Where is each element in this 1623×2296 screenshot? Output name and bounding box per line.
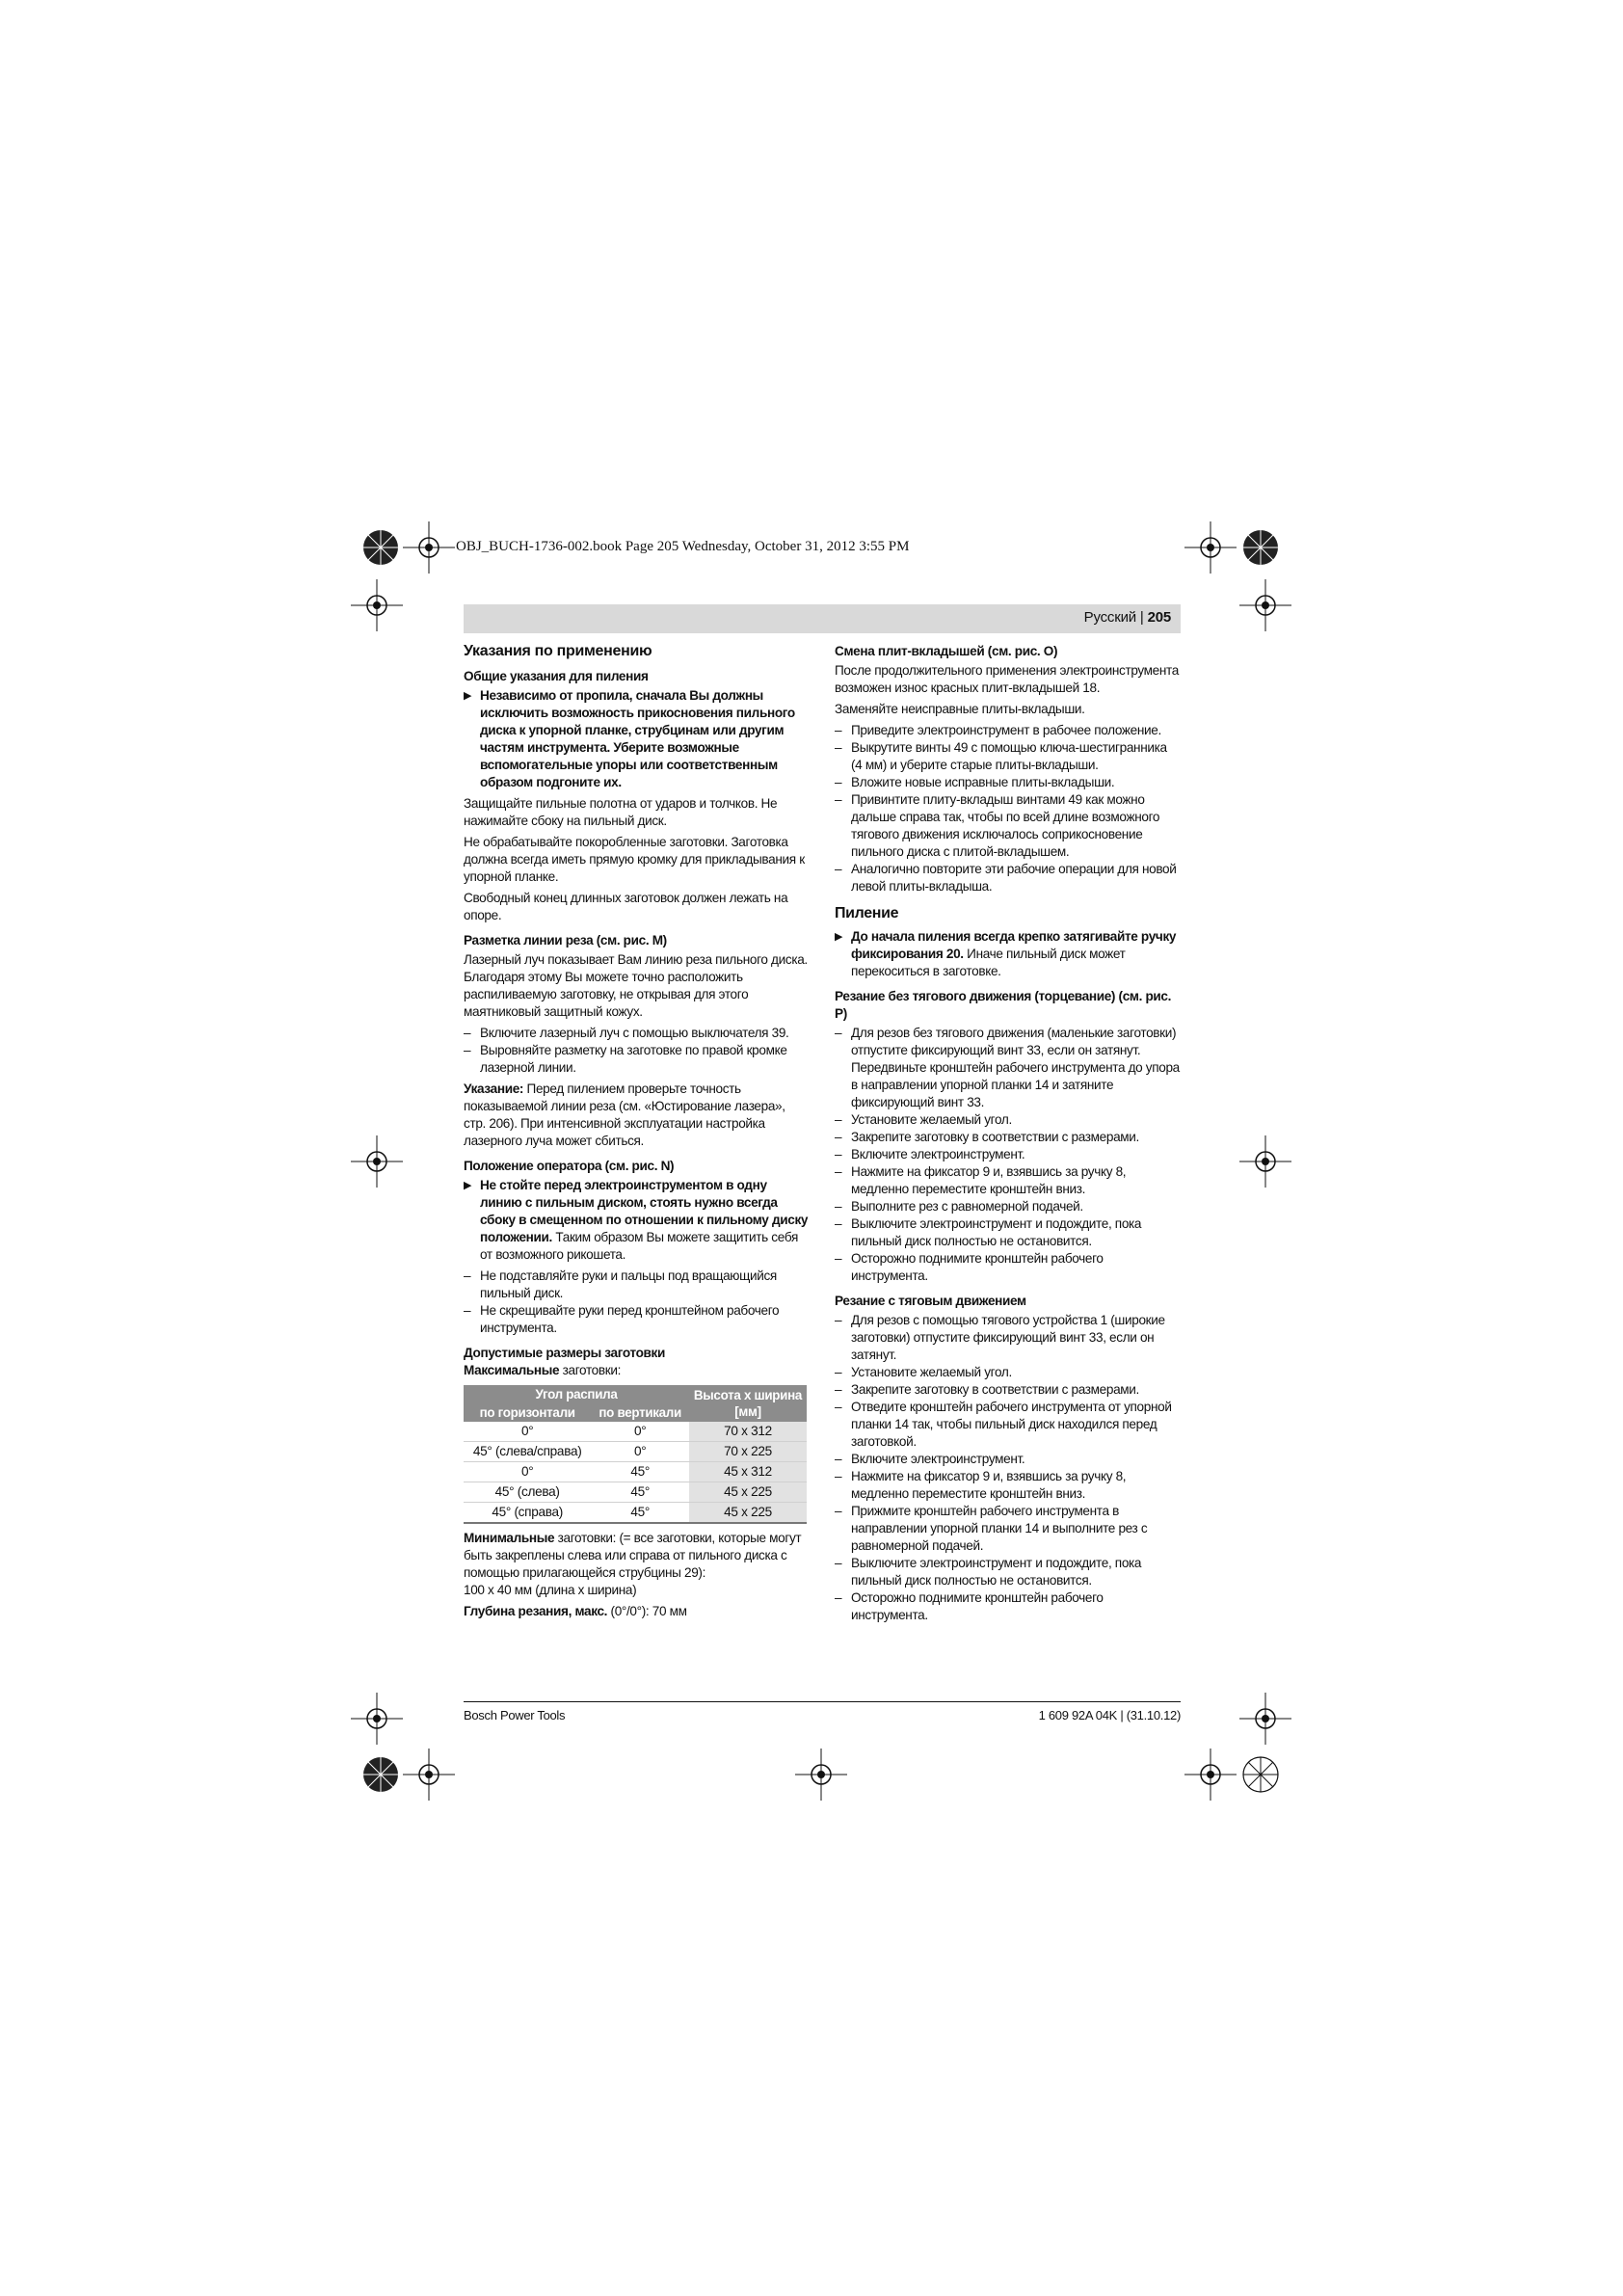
crosshair-mark-icon [1184,1749,1237,1801]
list-item: – Осторожно поднимите кронштейн рабочего инструмента. [835,1251,1104,1283]
list-item: – Не скрещивайте руки перед кронштейном рабочего инструмента. [464,1303,780,1335]
list-item: – Выполните рез с равномерной подачей. [835,1199,1083,1214]
table-row: 45° (слева) 45° 45 x 225 [464,1482,807,1503]
table-header-horizontal: по горизонтали [464,1403,591,1422]
list-item: – Выключите электроинструмент и подождите, пока пильный диск полностью не остановится. [835,1216,1142,1248]
footer-rule [464,1701,1181,1702]
table-row: 45° (слева/справа) 0° 70 x 225 [464,1442,807,1462]
table-group-header: Угол распила [464,1385,689,1403]
warning-text: Независимо от пропила, сначала Вы должны исключить возможность прикосновения пильного диска к упорной планке, струбцинам или другим частям инструмента. Уберите возможные вспомогательные упоры или соответственным образом подгоните их. [480,688,795,789]
sawing-heading: Пиление [835,905,899,921]
operator-list [464,1268,809,1337]
warning-block: ▶ Не стойте перед электроинструментом в одну линию с пильным диском, стоять нужно всегда сбоку в смещенном по отношении к пильному диску положении. Таким образом Вы можете защитить себя от возможного рикошета. [464,1178,809,1262]
crosshair-mark-icon [351,579,403,631]
list-item: – Выкрутите винты 49 с помощью ключа-шестигранника (4 мм) и уберите старые плиты-вкладыши. [835,740,1167,772]
dimensions-table [464,1385,807,1524]
left-column [464,643,809,1624]
paragraph: Свободный конец длинных заготовок должен лежать на опоре. [464,891,788,922]
crosshair-mark-icon [403,521,455,574]
marking-heading: Разметка линии реза (см. рис. M) [464,933,667,948]
paragraph: Заменяйте неисправные плиты-вкладыши. [835,702,1085,716]
footer-code: 1 609 92A 04K | (31.10.12) [1038,1708,1181,1722]
page-header-bar [464,604,1181,633]
depth-line: Глубина резания, макс. (0°/0°): 70 мм [464,1604,687,1618]
crosshair-mark-icon [403,1749,455,1801]
note-label: Указание: [464,1081,524,1096]
list-item: – Осторожно поднимите кронштейн рабочего инструмента. [835,1590,1104,1622]
list-item: – Не подставляйте руки и пальцы под вращающийся пильный диск. [464,1268,777,1300]
pull-list [835,1312,1180,1624]
crosshair-mark-icon [795,1749,847,1801]
crosshair-mark-icon [1239,1135,1291,1188]
list-item: – Привинтите плиту-вкладыш винтами 49 как можно дальше справа так, чтобы по всей длине возможного тягового движения исключалось соприкосновение пильного диска с плитой-вкладышем. [835,792,1160,859]
paragraph: Лазерный луч показывает Вам линию реза пильного диска. Благодаря этому Вы можете точно расположить распиливаемую заготовку, не открывая для этого маятниковый защитный кожух. [464,952,808,1019]
inserts-list [835,722,1180,895]
list-item: – Вложите новые исправные плиты-вкладыши. [835,775,1115,789]
general-heading: Общие указания для пиления [464,669,649,683]
crosshair-mark-icon [351,1135,403,1188]
list-item: – Включите электроинструмент. [835,1147,1025,1161]
registration-mark-icon [1235,521,1287,574]
crosshair-mark-icon [1184,521,1237,574]
warning-arrow-icon: ▶ [464,1180,472,1191]
warning-arrow-icon: ▶ [835,931,843,943]
list-item: – Закрепите заготовку в соответствии с размерами. [835,1382,1139,1397]
operator-heading: Положение оператора (см. рис. N) [464,1159,675,1173]
section-title: Указания по применению [464,643,652,659]
dimensions-heading: Допустимые размеры заготовки [464,1346,666,1360]
list-item: – Для резов с помощью тягового устройства 1 (широкие заготовки) отпустите фиксирующий винт 33, если он затянут. [835,1313,1165,1362]
table-row: 45° (справа) 45° 45 x 225 [464,1503,807,1524]
min-size: 100 x 40 мм (длина x ширина) [464,1583,637,1597]
page-number: 205 [1147,609,1171,626]
warning-arrow-icon: ▶ [464,690,472,702]
paragraph: Не обрабатывайте покоробленные заготовки. Заготовка должна всегда иметь прямую кромку для прикладывания к упорной планке. [464,835,805,884]
page-header [1084,609,1171,626]
table-row: 0° 45° 45 x 312 [464,1462,807,1482]
list-item: – Прижмите кронштейн рабочего инструмента в направлении упорной планки 14 и выполните рез с равномерной подачей. [835,1504,1148,1553]
registration-mark-icon [355,521,407,574]
list-item: – Для резов без тягового движения (маленькие заготовки) отпустите фиксирующий винт 33, если он затянут. Передвиньте кронштейн рабочего инструмента до упора в направлении упорной планки 14 и затяните фиксирующий винт 33. [835,1026,1180,1109]
list-item: – Установите желаемый угол. [835,1112,1012,1127]
table-header-size: Высота x ширина [мм] [689,1385,807,1422]
registration-mark-icon [355,1749,407,1801]
pull-heading: Резание с тяговым движением [835,1294,1026,1308]
print-slug: OBJ_BUCH-1736-002.book Page 205 Wednesday, October 31, 2012 3:55 PM [456,539,910,554]
crosshair-mark-icon [1239,579,1291,631]
list-item: – Закрепите заготовку в соответствии с размерами. [835,1130,1139,1144]
list-item: – Установите желаемый угол. [835,1365,1012,1379]
footer-brand: Bosch Power Tools [464,1708,566,1722]
min-label-line: Минимальные заготовки: (= все заготовки, которые могут быть закреплены слева или справа от пильного диска с помощью прилагающейся струбцины 29): [464,1531,802,1580]
table-row: 0° 0° 70 x 312 [464,1422,807,1442]
list-item: – Выровняйте разметку на заготовке по правой кромке лазерной линии. [464,1043,787,1075]
list-item: – Нажмите на фиксатор 9 и, взявшись за ручку 8, медленно переместите кронштейн вниз. [835,1469,1127,1501]
crosshair-mark-icon [351,1693,403,1745]
nopull-list [835,1025,1180,1285]
list-item: – Аналогично повторите эти рабочие операции для новой левой плиты-вкладыша. [835,862,1177,894]
header-section: Русский | [1083,609,1148,626]
list-item: – Отведите кронштейн рабочего инструмента от упорной планки 14 так, чтобы пильный диск находился перед заготовкой. [835,1400,1172,1449]
crosshair-mark-icon [1239,1693,1291,1745]
registration-mark-outline-icon [1235,1749,1287,1801]
list-item: – Включите электроинструмент. [835,1452,1025,1466]
paragraph: После продолжительного применения электроинструмента возможен износ красных плит-вкладышей 18. [835,663,1179,695]
table-header-vertical: по вертикали [591,1403,689,1422]
paragraph: Защищайте пильные полотна от ударов и толчков. Не нажимайте сбоку на пильный диск. [464,796,778,828]
nopull-heading: Резание без тягового движения (торцевание) (см. рис. P) [835,989,1172,1021]
list-item: – Нажмите на фиксатор 9 и, взявшись за ручку 8, медленно переместите кронштейн вниз. [835,1164,1127,1196]
right-column [835,643,1180,1628]
note: Указание: Перед пилением проверьте точность показываемой линии реза (см. «Юстирование лазера», стр. 206). При интенсивной эксплуатации настройка лазерного луча может сбиться. [464,1081,785,1148]
warning-block [464,687,809,791]
list-item: – Включите лазерный луч с помощью выключателя 39. [464,1026,789,1040]
max-label-line: Максимальные заготовки: [464,1363,622,1377]
inserts-heading: Смена плит-вкладышей (см. рис. O) [835,644,1058,658]
warning-block: ▶ До начала пиления всегда крепко затягивайте ручку фиксирования 20. Иначе пильный диск может перекоситься в заготовке. [835,929,1177,978]
marking-list [464,1025,809,1077]
list-item: – Выключите электроинструмент и подождите, пока пильный диск полностью не остановится. [835,1556,1142,1588]
list-item: – Приведите электроинструмент в рабочее положение. [835,723,1161,737]
